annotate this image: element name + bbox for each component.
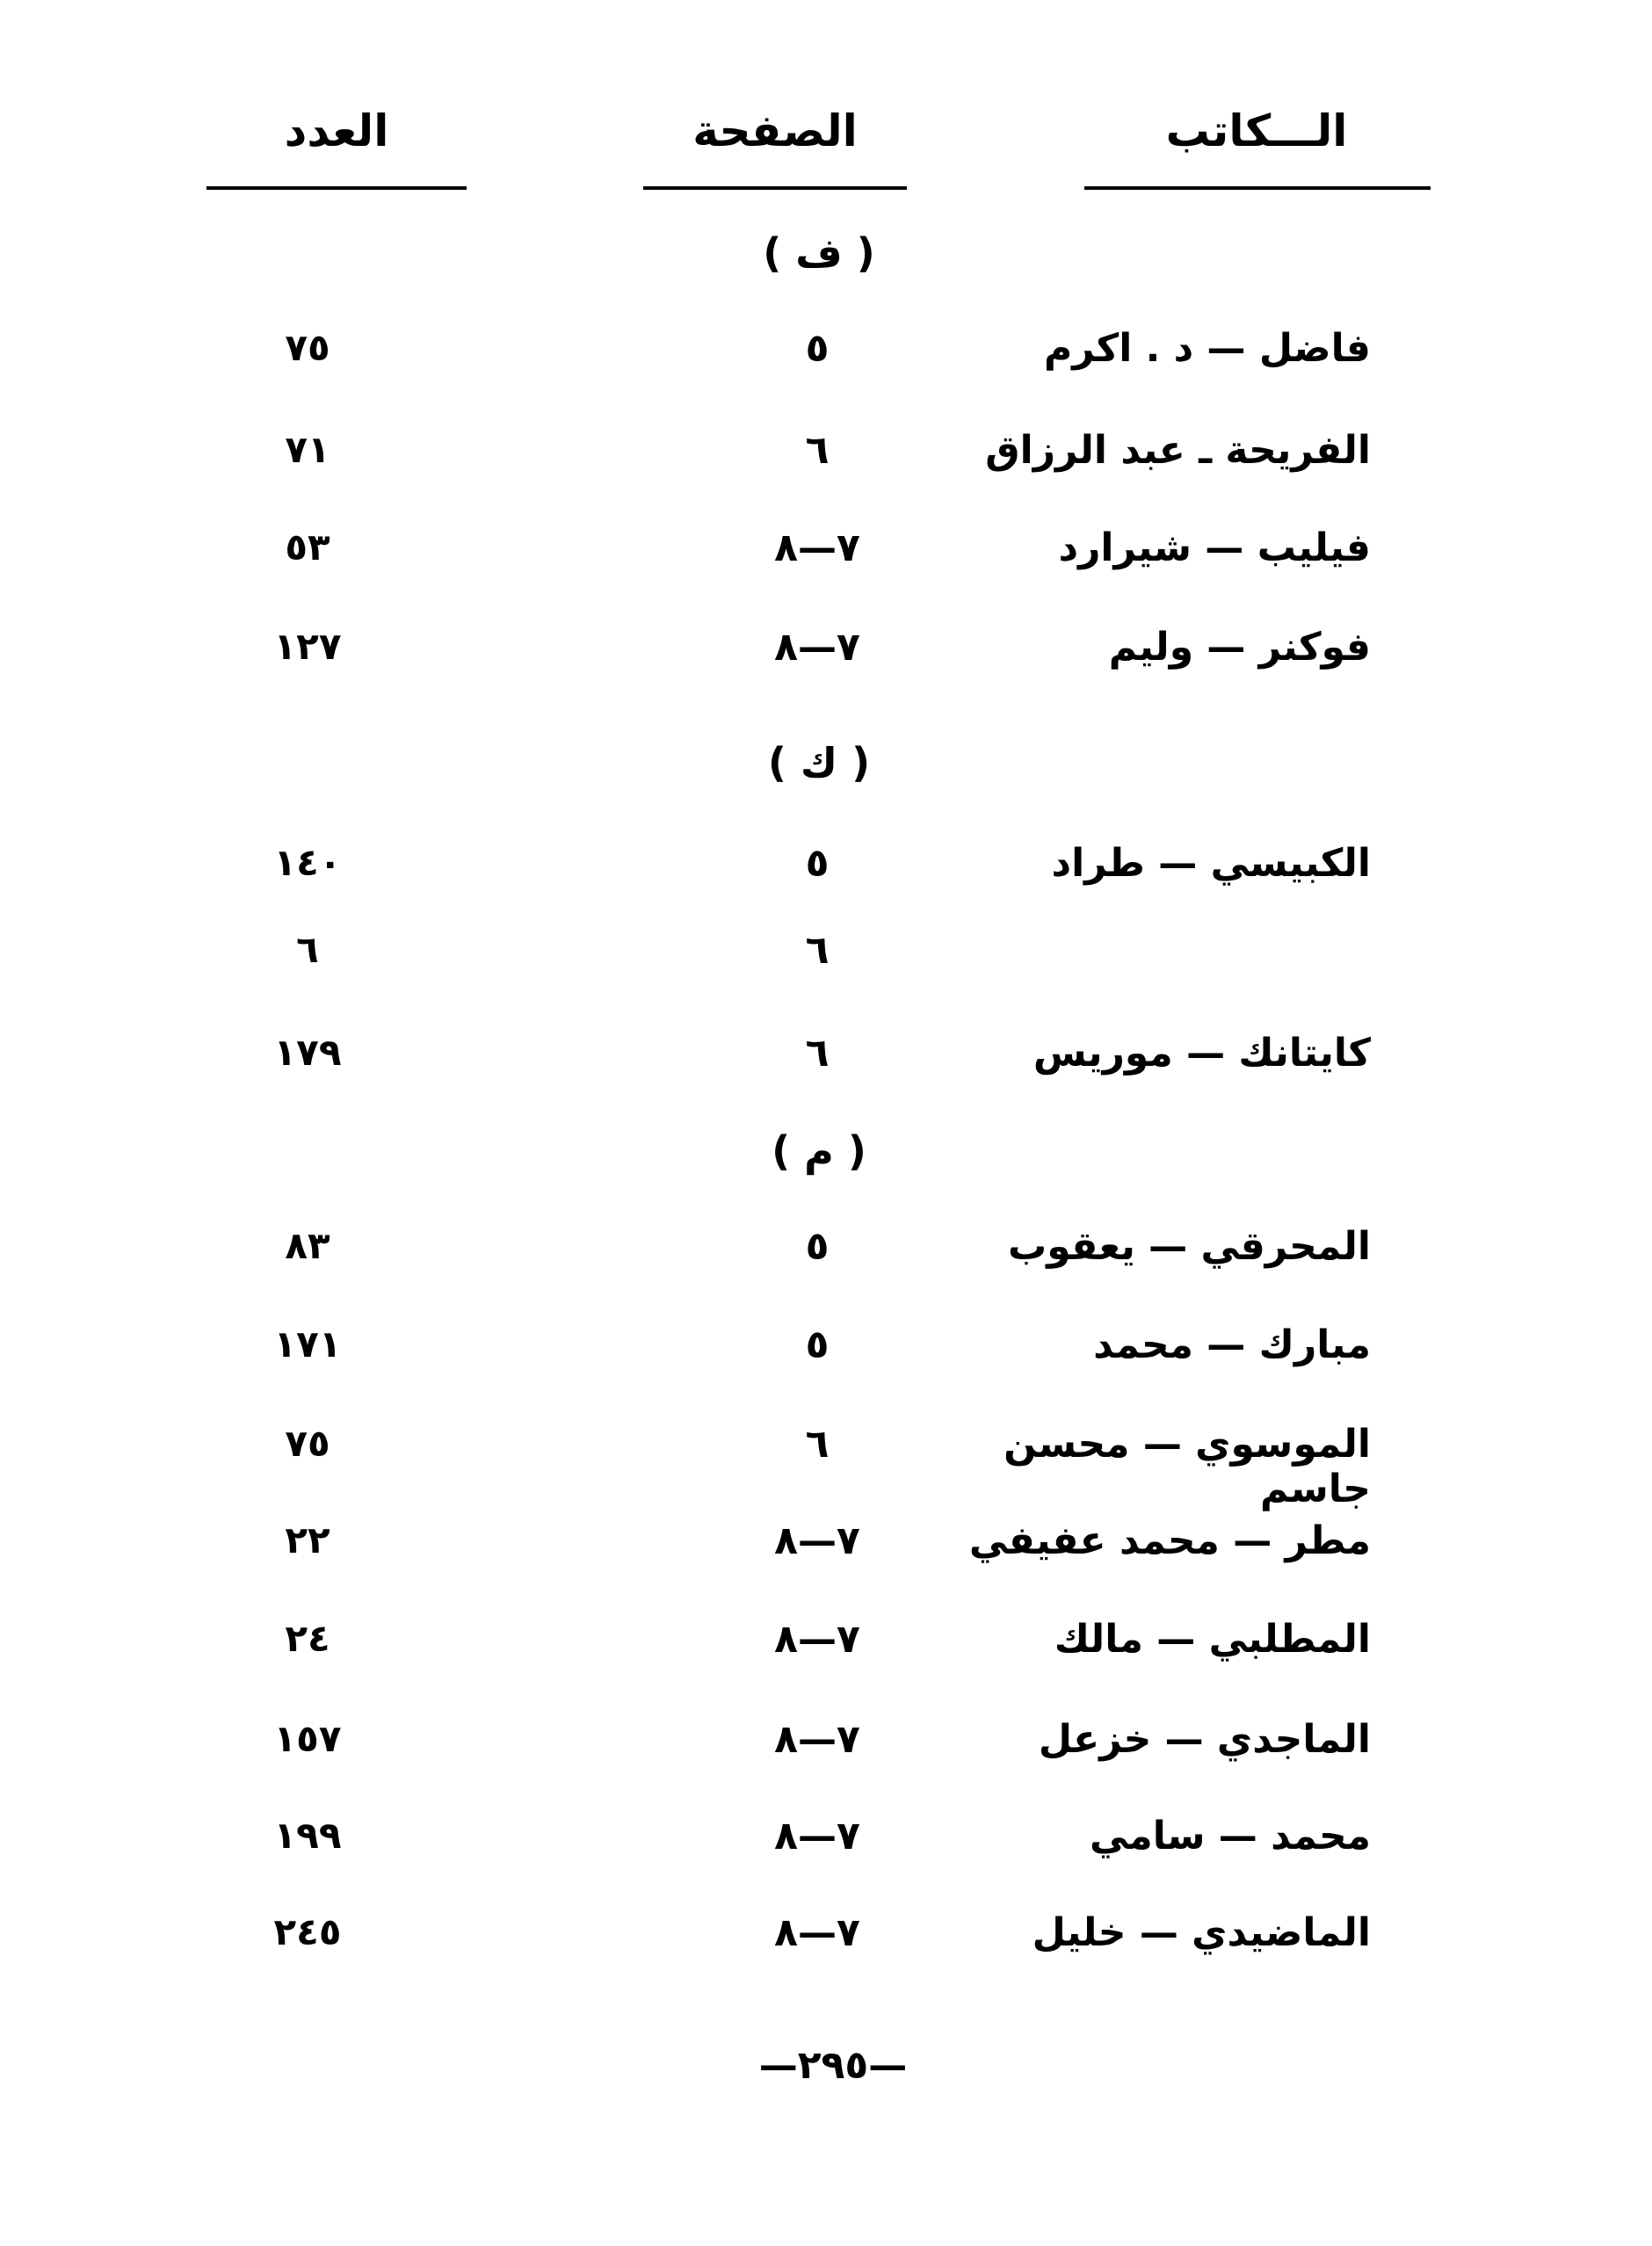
page-ref: ٧—٨	[774, 1910, 860, 1955]
header-rule-issue	[206, 186, 467, 190]
section-letter: ( ف )	[763, 229, 875, 277]
issue-number: ٥٣	[285, 525, 330, 569]
author-name: الماجدي — خزعل	[1038, 1717, 1371, 1762]
page-ref: ٧—٨	[774, 1814, 860, 1858]
page-number: —٢٩٥—	[758, 2043, 908, 2088]
issue-number: ٧٥	[285, 1422, 330, 1465]
page-ref: ٦	[805, 1031, 830, 1076]
author-name: مطر — محمد عفيفي	[968, 1518, 1371, 1563]
issue-number: ١٤٠	[273, 841, 342, 884]
issue-number: ٧٥	[285, 326, 330, 369]
issue-number: ٢٤٥	[273, 1910, 342, 1953]
page-ref: ٧—٨	[774, 525, 860, 570]
page-ref: ٥	[805, 841, 830, 886]
issue-number: ٦	[296, 928, 319, 971]
page-ref: ٦	[805, 1422, 830, 1467]
page-ref: ٥	[805, 1322, 830, 1367]
author-name: الموسوي — محسن جاسم	[1004, 1422, 1371, 1511]
header-issue: العدد	[284, 105, 389, 156]
page-ref: ٥	[805, 1224, 830, 1269]
author-name: المحرقي — يعقوب	[1008, 1224, 1371, 1269]
page-ref: ٦	[805, 928, 830, 973]
issue-number: ١٩٩	[273, 1814, 342, 1857]
issue-number: ١٢٧	[273, 625, 342, 668]
page-ref: ٧—٨	[774, 625, 860, 670]
author-name: الفريحة ـ عبد الرزاق	[985, 428, 1371, 473]
page-ref: ٧—٨	[774, 1617, 860, 1662]
page-ref: ٧—٨	[774, 1717, 860, 1762]
header-rule-author	[1084, 186, 1431, 190]
author-name: فيليب — شيرارد	[1058, 525, 1371, 570]
issue-number: ١٥٧	[273, 1717, 342, 1760]
header-rule-page	[643, 186, 907, 190]
issue-number: ٨٣	[285, 1224, 330, 1267]
issue-number: ٧١	[285, 428, 330, 471]
issue-number: ١٧٩	[273, 1031, 342, 1074]
header-page: الصفحة	[692, 105, 858, 156]
page-ref: ٧—٨	[774, 1518, 860, 1563]
header-author: الـــكاتب	[1165, 105, 1348, 156]
page-ref: ٦	[805, 428, 830, 473]
issue-number: ٢٢	[285, 1518, 330, 1561]
author-name: فاضل — د . اكرم	[1044, 326, 1371, 371]
author-name: فوكنر — وليم	[1108, 625, 1371, 670]
author-name: الماضيدي — خليل	[1032, 1910, 1371, 1955]
author-name: الكبيسي — طراد	[1051, 841, 1371, 886]
author-name: كايتانك — موريس	[1032, 1031, 1371, 1076]
author-name: مبارك — محمد	[1093, 1322, 1371, 1367]
issue-number: ١٧١	[273, 1322, 342, 1366]
section-letter: ( ك )	[767, 739, 871, 786]
issue-number: ٢٤	[285, 1617, 330, 1660]
author-name: المطلبي — مالك	[1054, 1617, 1371, 1662]
page-ref: ٥	[805, 326, 830, 371]
section-letter: ( م )	[772, 1127, 866, 1175]
author-name: محمد — سامي	[1089, 1814, 1371, 1858]
